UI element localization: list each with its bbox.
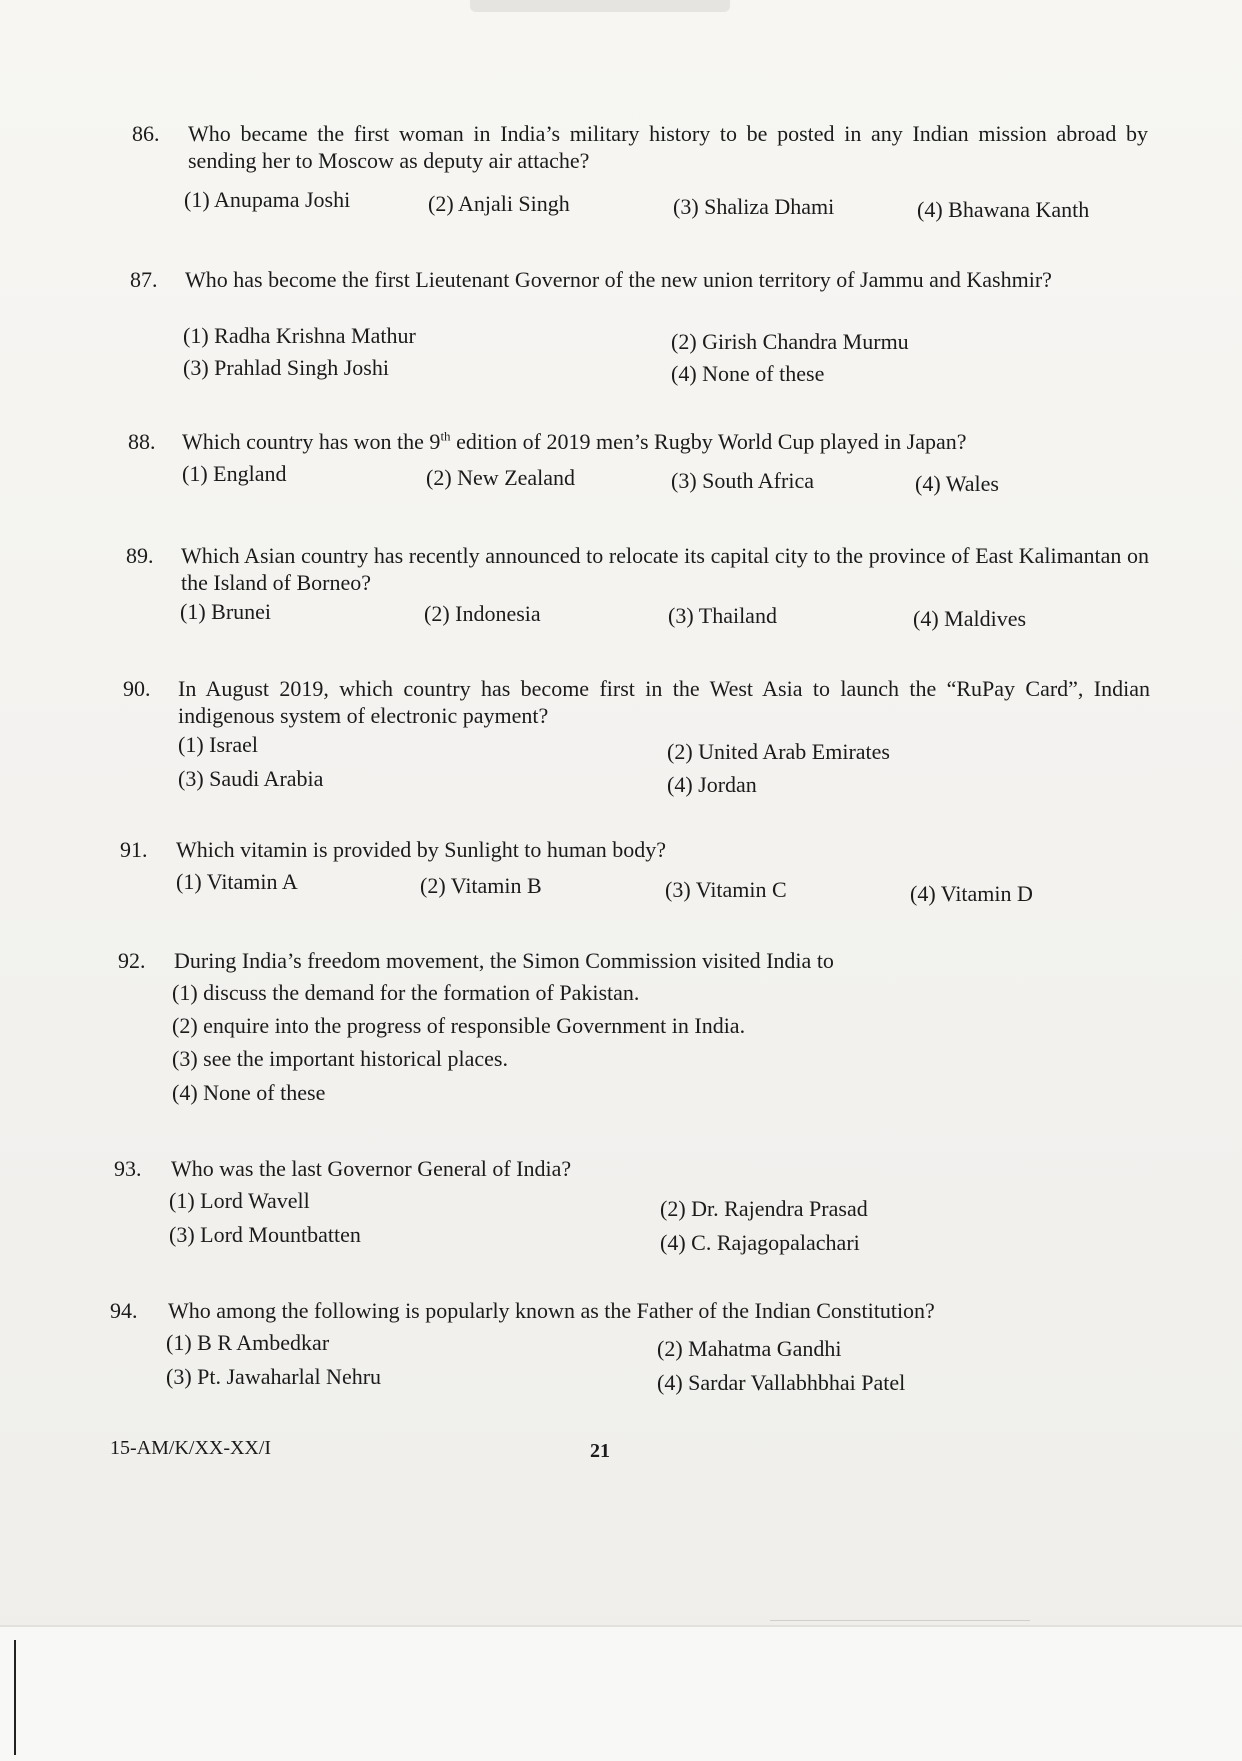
option-1: (1) B R Ambedkar: [166, 1330, 330, 1355]
scan-line: [770, 1620, 1030, 1621]
option-3: (3) Vitamin C: [665, 877, 787, 902]
option-2: (2) Mahatma Gandhi: [657, 1336, 842, 1361]
option-1: (1) Vitamin A: [176, 869, 298, 894]
option-1: (1) Anupama Joshi: [184, 187, 351, 212]
page-bottom-margin: [0, 1625, 1242, 1761]
option-3: (3) Prahlad Singh Joshi: [183, 355, 389, 380]
question-text: In August 2019, which country has become first in the West Asia to launch the “RuPay Card”, Indian indigenous system of electronic payment?: [178, 676, 1150, 728]
question-text: Who has become the first Lieutenant Governor of the new union territory of Jammu and Kashmir?: [185, 267, 1052, 292]
option-4: (4) Wales: [915, 471, 999, 496]
option-2: (2) Indonesia: [424, 601, 541, 626]
question-number: 90.: [123, 676, 151, 701]
question-number: 93.: [114, 1156, 142, 1181]
option-1: (1) Brunei: [180, 599, 272, 624]
option-4: (4) None of these: [671, 361, 825, 386]
option-4: (4) Maldives: [913, 606, 1027, 631]
question-number: 91.: [120, 837, 148, 862]
option-2: (2) Vitamin B: [420, 873, 542, 898]
margin-rule: [14, 1640, 16, 1755]
option-1: (1) Radha Krishna Mathur: [183, 323, 416, 348]
question-text: Which Asian country has recently announced to relocate its capital city to the province of East Kalimantan on the Island of Borneo?: [181, 543, 1149, 595]
question-number: 89.: [126, 543, 154, 568]
option-3: (3) Pt. Jawaharlal Nehru: [166, 1364, 382, 1389]
question-number: 94.: [110, 1298, 138, 1323]
option-2: (2) Girish Chandra Murmu: [671, 329, 909, 354]
option-4: (4) C. Rajagopalachari: [660, 1230, 860, 1255]
question-text: Which vitamin is provided by Sunlight to human body?: [176, 837, 667, 862]
option-3: (3) Thailand: [668, 603, 777, 628]
option-2: (2) Dr. Rajendra Prasad: [660, 1196, 868, 1221]
question-number: 88.: [128, 429, 156, 454]
option-3: (3) Lord Mountbatten: [169, 1222, 361, 1247]
question-text: During India’s freedom movement, the Simon Commission visited India to: [174, 948, 834, 973]
option-4: (4) Vitamin D: [910, 881, 1033, 906]
question-text: Who became the first woman in India’s military history to be posted in any Indian mission abroad by sending her to Moscow as deputy air attache?: [188, 121, 1148, 173]
option-3: (3) Shaliza Dhami: [673, 194, 835, 219]
question-number: 86.: [132, 121, 160, 146]
option-4: (4) Sardar Vallabhbhai Patel: [657, 1370, 906, 1395]
page-number: 21: [590, 1440, 610, 1462]
scan-smudge: [470, 0, 730, 12]
option-2: (2) New Zealand: [426, 465, 576, 490]
option-3: (3) Saudi Arabia: [178, 766, 324, 791]
question-number: 87.: [130, 267, 158, 292]
option-2: (2) Anjali Singh: [428, 191, 570, 216]
option-4: (4) None of these: [172, 1080, 326, 1105]
option-4: (4) Bhawana Kanth: [917, 197, 1090, 222]
option-3: (3) see the important historical places.: [172, 1046, 508, 1071]
option-4: (4) Jordan: [667, 772, 757, 797]
question-text: Who was the last Governor General of India?: [171, 1156, 572, 1181]
option-1: (1) England: [182, 461, 287, 486]
question-text: Which country has won the 9th edition of 2019 men’s Rugby World Cup played in Japan?: [182, 428, 967, 454]
option-1: (1) discuss the demand for the formation of Pakistan.: [172, 980, 640, 1005]
option-1: (1) Israel: [178, 732, 259, 757]
booklet-code: 15-AM/K/XX-XX/I: [110, 1437, 272, 1459]
option-1: (1) Lord Wavell: [169, 1188, 310, 1213]
option-3: (3) South Africa: [671, 468, 814, 493]
option-2: (2) United Arab Emirates: [667, 739, 890, 764]
option-2: (2) enquire into the progress of responsible Government in India.: [172, 1013, 746, 1038]
question-number: 92.: [118, 948, 146, 973]
question-text: Who among the following is popularly known as the Father of the Indian Constitution?: [168, 1298, 935, 1323]
